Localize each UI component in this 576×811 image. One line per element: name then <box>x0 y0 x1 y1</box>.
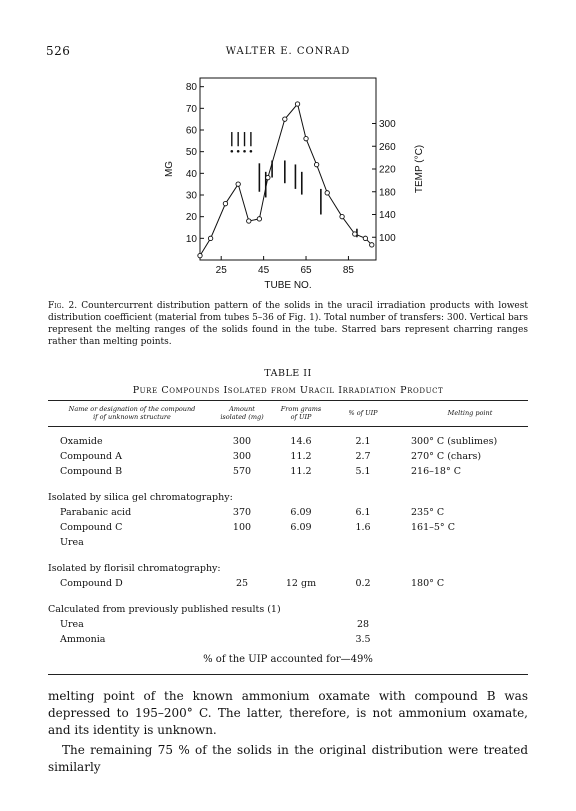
table-cell-name: Ammonia <box>60 634 106 645</box>
x-tick-label: 65 <box>300 265 312 276</box>
charring-star-marker <box>231 150 234 153</box>
data-point <box>283 117 287 121</box>
table-title: Pure Compounds Isolated from Uracil Irradiation Product <box>132 385 444 396</box>
data-point <box>325 191 329 195</box>
x-tick-label: 25 <box>215 265 227 276</box>
charring-star-marker <box>250 150 253 153</box>
series-line <box>198 102 374 258</box>
running-head: WALTER E. CONRAD <box>225 46 351 57</box>
table-cell-mp: 300° C (sublimes) <box>411 436 498 447</box>
data-point <box>353 232 357 236</box>
table-cell-name: Compound B <box>60 466 123 477</box>
table-cell-pct: 5.1 <box>355 466 371 477</box>
table-cell-from: 14.6 <box>290 436 312 447</box>
x-tick-labels <box>216 265 355 276</box>
table-header-rule <box>48 426 528 427</box>
y-axis-label: MG <box>164 160 175 178</box>
table-cell-amount: 100 <box>232 522 252 533</box>
data-point <box>304 136 308 140</box>
data-point <box>247 219 251 223</box>
table-top-rule <box>48 400 528 401</box>
x-tick-label: 85 <box>342 265 354 276</box>
table-cell-amount: 300 <box>232 436 252 447</box>
table-section-label: Isolated by silica gel chromatography: <box>48 492 233 503</box>
y2-tick-label: 260 <box>379 141 396 153</box>
y2-tick-label: 140 <box>379 210 396 221</box>
table-cell-name: Urea <box>60 537 84 548</box>
figure-caption <box>48 300 528 348</box>
data-point <box>340 214 344 218</box>
table-cell-amount: 25 <box>235 578 249 589</box>
caption-text: Countercurrent distribution pattern of the solids in the uracil irradiation products with lowest distribution coefficient (material from tubes 5–36 of Fig. 1). Total number of transfers: 300. Vertical bars represent the melting ranges of the solids found in the tube. Starred bars represent charring ranges rather than melting points. <box>48 301 528 347</box>
table-cell-pct: 3.5 <box>355 634 371 645</box>
y2-tick-label: 100 <box>379 232 396 244</box>
x-tick-label: 45 <box>258 265 270 276</box>
y2-tick-label: 300 <box>379 119 396 130</box>
table-cell-amount: 370 <box>232 507 252 518</box>
table-cell-pct: 6.1 <box>355 507 371 518</box>
table-number: TABLE II <box>264 368 312 379</box>
table-cell-pct: 1.6 <box>355 522 371 533</box>
body-paragraph: The remaining 75 % of the solids in the original distribution were treated similarly <box>48 743 528 774</box>
distribution-chart <box>150 68 425 298</box>
table-cell-name: Urea <box>60 619 84 630</box>
data-point <box>295 102 299 106</box>
tick-marks <box>200 87 376 260</box>
col-header-name: Name or designation of the compound if of unknown structure <box>68 405 196 421</box>
table-cell-mp: 180° C <box>411 578 445 589</box>
data-point <box>266 175 270 179</box>
table-cell-name: Compound C <box>60 522 123 533</box>
table-cell-name: Oxamide <box>60 436 103 447</box>
plot-frame <box>200 78 376 260</box>
table-cell-mp: 270° C (chars) <box>411 451 482 462</box>
y-tick-label: 20 <box>185 212 197 224</box>
data-point <box>257 217 261 221</box>
y-tick-label: 60 <box>185 125 197 137</box>
page-number: 526 <box>46 44 71 58</box>
table-cell-name: Parabanic acid <box>60 507 132 518</box>
col-header-pct: % of UIP <box>348 409 378 417</box>
table-cell-pct: 28 <box>356 619 370 630</box>
data-point <box>208 236 212 240</box>
y-tick-label: 10 <box>185 233 197 245</box>
y2-tick-labels <box>379 119 396 244</box>
x-axis-label: TUBE NO. <box>264 280 312 291</box>
charring-star-marker <box>243 150 246 153</box>
table-cell-amount: 300 <box>232 451 252 462</box>
data-point <box>363 236 367 240</box>
charring-star-marker <box>237 150 240 153</box>
table-cell-pct: 2.7 <box>355 451 371 462</box>
y2-tick-label: 180 <box>379 187 396 199</box>
table-cell-from: 11.2 <box>290 466 312 477</box>
y-tick-label: 40 <box>185 168 197 180</box>
y2-tick-label: 220 <box>379 164 396 176</box>
table-cell-name: Compound A <box>60 451 122 462</box>
data-point <box>370 243 374 247</box>
table-cell-from: 11.2 <box>290 451 312 462</box>
y-tick-label: 70 <box>185 103 197 115</box>
y-tick-labels <box>186 82 198 245</box>
table-cell-amount: 570 <box>232 466 252 477</box>
y-tick-label: 80 <box>185 82 197 94</box>
data-point <box>223 201 227 205</box>
y2-axis-label: TEMP (°C) <box>414 144 425 194</box>
col-header-from: From grams of UIP <box>280 405 322 421</box>
table-cell-pct: 0.2 <box>355 578 371 589</box>
body-paragraph: melting point of the known ammonium oxamate with compound B was depressed to 195–200° C. The latter, therefore, is not ammonium oxamate, and its identity is unknown. <box>48 689 528 737</box>
table-cell-mp: 161–5° C <box>411 522 455 533</box>
data-point <box>236 182 240 186</box>
table-cell-mp: 235° C <box>411 507 445 518</box>
table-section-label: Isolated by florisil chromatography: <box>48 563 221 574</box>
table-cell-from: 12 gm <box>285 578 317 589</box>
figure-label: Fig. 2. <box>48 301 78 311</box>
table-bottom-rule <box>48 674 528 675</box>
data-point <box>314 162 318 166</box>
table-cell-from: 6.09 <box>290 522 312 533</box>
series-line-path <box>200 104 372 256</box>
chart-axes <box>200 78 376 260</box>
table-cell-name: Compound D <box>60 578 123 589</box>
col-header-melting: Melting point <box>447 409 493 417</box>
table-cell-pct: 2.1 <box>355 436 371 447</box>
y-tick-label: 30 <box>185 190 197 202</box>
y-tick-label: 50 <box>185 147 197 159</box>
col-header-amount: Amount isolated (mg) <box>220 405 264 421</box>
table-section-label: Calculated from previously published results (1) <box>48 604 281 615</box>
table-footer: % of the UIP accounted for—49% <box>203 654 373 665</box>
data-point <box>198 253 202 257</box>
table-cell-from: 6.09 <box>290 507 312 518</box>
table-cell-mp: 216–18° C <box>411 466 462 477</box>
